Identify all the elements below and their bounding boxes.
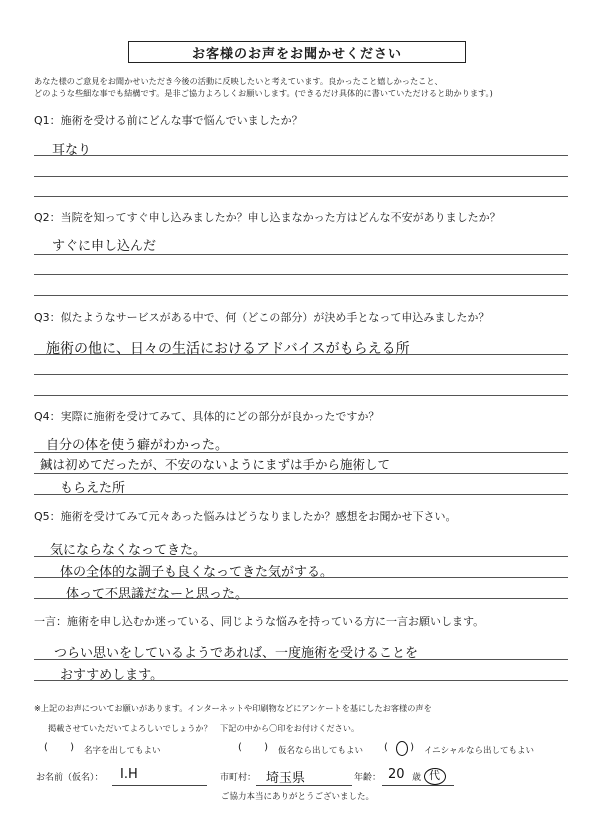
name-label: お名前（仮名）： [36, 773, 104, 783]
answer-rule [34, 452, 568, 453]
answer-1-line-1: 耳なり [52, 143, 92, 158]
answer-rule [34, 680, 568, 681]
question-4: Q4：実際に施術を受けてみて、具体的にどの部分が良かったですか？ [34, 410, 380, 423]
age-suffix: 歳 [412, 773, 422, 783]
option-1-checkbox[interactable]: ( ) [44, 742, 75, 753]
option-1-label: 名字を出してもよい [84, 746, 161, 756]
question-2: Q2：当院を知ってすぐ申し込みましたか？申し込まなかった方はどんな不安がありましたか？ [34, 211, 501, 224]
selected-circle-mark [396, 741, 408, 756]
age-unit-circle [424, 768, 446, 785]
city-label: 市町村： [220, 773, 257, 783]
answer-rule [34, 577, 568, 578]
question-1: Q1：施術を受ける前にどんな事で悩んでいましたか？ [34, 114, 303, 127]
thank-you-footer: ご協力本当にありがとうございました。 [220, 792, 374, 802]
answer-rule [34, 598, 568, 599]
answer-rule [34, 295, 568, 296]
answer-rule [34, 556, 568, 557]
notice-line-1: ※上記のお声についてお願いがあります。インターネットや印刷物などにアンケートを基にしたお客様の声を [34, 703, 432, 713]
name-underline [112, 785, 207, 786]
city-underline [256, 785, 352, 786]
answer-rule [34, 494, 568, 495]
answer-3-line-1: 施術の他に、日々の生活におけるアドバイスがもらえる所 [46, 341, 410, 357]
answer-4-line-1: 自分の体を使う癖がわかった。 [46, 438, 229, 453]
answer-comment-line-1: つらい思いをしているようであれば、一度施術を受けることを [54, 646, 419, 661]
answer-rule [34, 374, 568, 375]
age-label: 年齢： [354, 773, 382, 783]
option-3-label: イニシャルなら出してもよい [424, 746, 534, 756]
option-3-checkbox[interactable]: ( ) [384, 742, 415, 753]
answer-rule [34, 196, 568, 197]
intro-line-2: どのような些細な事でも結構です。是非ご協力よろしくお願いします。(できるだけ具体的に書いていただけると助かります。) [34, 88, 493, 98]
question-comment: 一言：施術を申し込むか迷っている、同じような悩みを持っている方に一言お願いします。 [34, 615, 485, 628]
answer-4-line-3: もらえた所 [60, 481, 126, 496]
answer-rule [34, 274, 568, 275]
answer-4-line-2: 鍼は初めてだったが、不安のないようにまずは手から施術して [40, 457, 391, 472]
answer-rule [34, 395, 568, 396]
form-title: お客様のお声をお聞かせください [128, 41, 466, 63]
answer-2-line-1: すぐに申し込んだ [52, 239, 157, 254]
answer-5-line-3: 体って不思議だなーと思った。 [66, 587, 249, 602]
answer-rule [34, 473, 568, 474]
question-3: Q3：似たようなサービスがある中で、何（どこの部分）が決め手となって申込みましたか？ [34, 311, 490, 324]
answer-rule [34, 354, 568, 355]
age-unit: 代 [429, 769, 440, 782]
name-value[interactable]: I.H [120, 767, 138, 782]
answer-5-line-1: 気にならなくなってきた。 [50, 543, 207, 558]
answer-comment-line-2: おすすめします。 [60, 668, 164, 683]
age-value[interactable]: 20 [388, 767, 405, 782]
option-2-label: 仮名なら出してもよい [278, 746, 364, 756]
answer-rule [34, 155, 568, 156]
notice-line-2: 掲載させていただいてよろしいでしょうか？ 下記の中から〇印をお付けください。 [48, 723, 360, 733]
age-underline [382, 785, 454, 786]
question-5: Q5：施術を受けてみて元々あった悩みはどうなりましたか？感想をお聞かせ下さい。 [34, 510, 457, 523]
intro-line-1: あなた様のご意見をお聞かせいただき今後の活動に反映したいと考えています。良かったこと嬉しかったこと、 [34, 76, 443, 86]
answer-rule [34, 176, 568, 177]
answer-5-line-2: 体の全体的な調子も良くなってきた気がする。 [60, 565, 334, 580]
respondent-info-row [34, 768, 568, 786]
city-value[interactable]: 埼玉県 [266, 771, 306, 786]
answer-rule [34, 659, 568, 660]
answer-rule [34, 254, 568, 255]
option-2-checkbox[interactable]: ( ) [238, 742, 269, 753]
